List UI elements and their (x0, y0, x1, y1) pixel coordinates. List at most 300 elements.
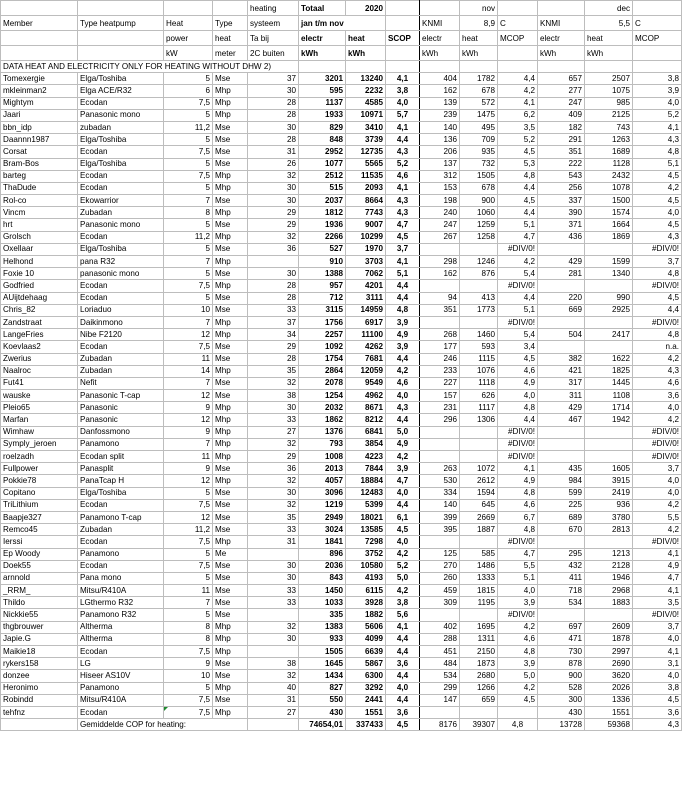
heat-dec-cell[interactable]: 985 (585, 97, 633, 109)
ta-bij-cell[interactable]: 33 (248, 414, 299, 426)
heat-power-cell[interactable]: 5 (164, 609, 213, 621)
mcop-nov-cell[interactable]: #DIV/0! (498, 536, 538, 548)
electr-total-cell[interactable]: 933 (299, 633, 346, 645)
heat-dec-cell[interactable]: 1075 (585, 85, 633, 97)
mcop-nov-cell[interactable]: 3,9 (498, 658, 538, 670)
electr-total-cell[interactable]: 843 (299, 572, 346, 584)
member-cell[interactable]: Mightym (1, 97, 78, 109)
scop-cell[interactable]: 4,5 (386, 231, 420, 243)
cell[interactable] (78, 31, 164, 46)
mcop-dec-cell[interactable]: 4,0 (633, 487, 682, 499)
heat-power-cell[interactable]: 11,2 (164, 231, 213, 243)
electr-total-cell[interactable]: 896 (299, 548, 346, 560)
heat-total-cell[interactable]: 4962 (346, 390, 386, 402)
electr-dec-cell[interactable]: 317 (538, 377, 585, 389)
electr-nov-cell[interactable]: 206 (420, 146, 460, 158)
electr-total-cell[interactable]: 1033 (299, 597, 346, 609)
cell[interactable] (538, 1, 585, 16)
mcop-nov-cell[interactable]: 4,4 (498, 292, 538, 304)
dec-total-electr[interactable]: 13728 (538, 719, 585, 731)
heat-total-cell[interactable]: 7844 (346, 463, 386, 475)
type-heatpump-cell[interactable]: Elga ACE/R32 (78, 85, 164, 97)
electr-nov-cell[interactable]: 534 (420, 670, 460, 682)
heat-nov-header[interactable]: heat (460, 31, 498, 46)
mcop-nov-cell[interactable]: 5,1 (498, 304, 538, 316)
electr-dec-cell[interactable]: 467 (538, 414, 585, 426)
member-cell[interactable]: Bram-Bos (1, 158, 78, 170)
heat-total-cell[interactable]: 2232 (346, 85, 386, 97)
electr-nov-cell[interactable]: 299 (420, 682, 460, 694)
mcop-dec-cell[interactable]: 4,3 (633, 231, 682, 243)
heat-meter-cell[interactable]: Mse (213, 219, 248, 231)
electr-total-cell[interactable]: 1505 (299, 646, 346, 658)
heat-power-cell[interactable]: 8 (164, 633, 213, 645)
ta-bij-cell[interactable]: 30 (248, 560, 299, 572)
mcop-dec-cell[interactable]: 3,8 (633, 682, 682, 694)
member-cell[interactable]: Tomexergie (1, 73, 78, 85)
electr-dec-cell[interactable] (538, 451, 585, 463)
mcop-nov-cell[interactable]: 4,5 (498, 146, 538, 158)
mcop-nov-cell[interactable]: #DIV/0! (498, 609, 538, 621)
heat-nov-cell[interactable]: 876 (460, 268, 498, 280)
heat-total-cell[interactable]: 7743 (346, 207, 386, 219)
electr-dec-cell[interactable]: 432 (538, 560, 585, 572)
heat-dec-cell[interactable]: 1883 (585, 597, 633, 609)
cell[interactable] (1, 31, 78, 46)
type-heatpump-cell[interactable]: Ecodan (78, 560, 164, 572)
scop-cell[interactable]: 4,1 (386, 73, 420, 85)
mcop-dec-cell[interactable]: 4,0 (633, 97, 682, 109)
heat-dec-cell[interactable]: 2417 (585, 329, 633, 341)
heat-power-cell[interactable]: 5 (164, 158, 213, 170)
heat-total-cell[interactable]: 5399 (346, 499, 386, 511)
scop-cell[interactable]: 4,6 (386, 377, 420, 389)
average-cop-label[interactable]: Gemiddelde COP for heating: (78, 719, 248, 731)
member-cell[interactable]: Thildo (1, 597, 78, 609)
kwh-unit[interactable]: kWh (585, 46, 633, 61)
member-cell[interactable]: Marfan (1, 414, 78, 426)
electr-dec-cell[interactable]: 900 (538, 670, 585, 682)
electr-total-cell[interactable]: 910 (299, 256, 346, 268)
heat-dec-cell[interactable]: 1714 (585, 402, 633, 414)
electr-dec-cell[interactable]: 984 (538, 475, 585, 487)
heat-total-cell[interactable]: 9549 (346, 377, 386, 389)
heat-nov-cell[interactable]: 678 (460, 182, 498, 194)
type-heatpump-cell[interactable]: Ecodan split (78, 451, 164, 463)
heat-meter-cell[interactable]: Mse (213, 353, 248, 365)
heat-nov-cell[interactable]: 1117 (460, 402, 498, 414)
heat-dec-cell[interactable]: 936 (585, 499, 633, 511)
ta-bij-cell[interactable]: 31 (248, 694, 299, 706)
heat-meter-cell[interactable]: Mse (213, 609, 248, 621)
cell[interactable] (299, 61, 346, 73)
cell[interactable] (420, 1, 460, 16)
heat-meter-cell[interactable]: Mse (213, 463, 248, 475)
heat-power-cell[interactable]: 7 (164, 438, 213, 450)
heat-meter-cell[interactable]: Mse (213, 560, 248, 572)
heat-dec-cell[interactable]: 1622 (585, 353, 633, 365)
mcop-nov-cell[interactable]: 4,8 (498, 646, 538, 658)
type-heatpump-cell[interactable]: Hiseer AS10V (78, 670, 164, 682)
electr-total-cell[interactable]: 2952 (299, 146, 346, 158)
heat-power-cell[interactable]: 7,5 (164, 536, 213, 548)
ta-bij-cell[interactable]: 29 (248, 451, 299, 463)
heat-nov-cell[interactable] (460, 438, 498, 450)
heat-meter-cell[interactable]: Mse (213, 158, 248, 170)
mcop-dec-cell[interactable]: 4,1 (633, 585, 682, 597)
electr-dec-cell[interactable]: 718 (538, 585, 585, 597)
heat-meter-cell[interactable]: Me (213, 548, 248, 560)
mcop-dec-cell[interactable]: #DIV/0! (633, 451, 682, 463)
electr-nov-cell[interactable]: 239 (420, 109, 460, 121)
heat-nov-cell[interactable]: 2150 (460, 646, 498, 658)
heat-meter-cell[interactable]: Mse (213, 390, 248, 402)
heat-meter-cell[interactable]: Mhp (213, 316, 248, 328)
heat-nov-cell[interactable] (460, 316, 498, 328)
mcop-dec-cell[interactable]: 4,0 (633, 207, 682, 219)
type-heatpump-cell[interactable]: Altherma (78, 621, 164, 633)
heat-power-cell[interactable]: 7,5 (164, 706, 213, 718)
electr-dec-cell[interactable]: 295 (538, 548, 585, 560)
heat-power-cell[interactable]: 7,5 (164, 560, 213, 572)
electr-dec-cell[interactable] (538, 609, 585, 621)
electr-total-cell[interactable]: 335 (299, 609, 346, 621)
electr-dec-cell[interactable]: 300 (538, 694, 585, 706)
heat-dec-cell[interactable]: 1878 (585, 633, 633, 645)
mcop-nov-cell[interactable]: 3,4 (498, 341, 538, 353)
knmi-nov-header[interactable]: KNMI (420, 16, 460, 31)
heat-total-cell[interactable]: 13585 (346, 524, 386, 536)
electr-nov-cell[interactable] (420, 536, 460, 548)
electr-nov-cell[interactable]: 140 (420, 121, 460, 133)
scop-cell[interactable]: 4,2 (386, 365, 420, 377)
heat-dec-cell[interactable] (585, 451, 633, 463)
ta-bij-cell[interactable]: 27 (248, 426, 299, 438)
heat-nov-cell[interactable]: 1266 (460, 682, 498, 694)
scop-cell[interactable]: 4,7 (386, 219, 420, 231)
electr-total-cell[interactable]: 2266 (299, 231, 346, 243)
electr-nov-cell[interactable]: 312 (420, 170, 460, 182)
scop-cell[interactable]: 4,0 (386, 97, 420, 109)
mcop-dec-cell[interactable]: 4,2 (633, 353, 682, 365)
electr-dec-cell[interactable]: 504 (538, 329, 585, 341)
mcop-nov-cell[interactable]: 4,8 (498, 170, 538, 182)
year-header[interactable]: 2020 (346, 1, 386, 16)
cell[interactable] (386, 1, 420, 16)
heat-power-cell[interactable]: 7 (164, 597, 213, 609)
total-scop[interactable]: 4,5 (386, 719, 420, 731)
mcop-nov-cell[interactable]: 4,1 (498, 97, 538, 109)
mcop-dec-cell[interactable]: 4,2 (633, 182, 682, 194)
electr-dec-cell[interactable]: 430 (538, 706, 585, 718)
member-cell[interactable]: Vincm (1, 207, 78, 219)
heat-header[interactable]: Heat (164, 16, 213, 31)
type-heatpump-cell[interactable]: Zubadan (78, 524, 164, 536)
heat-meter-cell[interactable]: Mhp (213, 621, 248, 633)
member-cell[interactable]: Oxellaar (1, 243, 78, 255)
heat-nov-cell[interactable]: 1460 (460, 329, 498, 341)
heat-meter-cell[interactable]: Mhp (213, 633, 248, 645)
heat-nov-cell[interactable]: 585 (460, 548, 498, 560)
scop-cell[interactable]: 4,3 (386, 195, 420, 207)
heat-power-cell[interactable]: 7,5 (164, 280, 213, 292)
heat-meter-cell[interactable]: Mhp (213, 536, 248, 548)
heat-dec-cell[interactable]: 3915 (585, 475, 633, 487)
kwh-unit[interactable]: kWh (538, 46, 585, 61)
scop-cell[interactable]: 4,1 (386, 182, 420, 194)
heat-dec-cell[interactable]: 1551 (585, 706, 633, 718)
heat-nov-cell[interactable]: 1311 (460, 633, 498, 645)
electr-nov-cell[interactable]: 351 (420, 304, 460, 316)
heat-total-cell[interactable]: 10299 (346, 231, 386, 243)
cell[interactable] (386, 61, 420, 73)
electr-dec-header[interactable]: electr (538, 31, 585, 46)
heat-nov-cell[interactable]: 1060 (460, 207, 498, 219)
heat-nov-cell[interactable]: 2680 (460, 670, 498, 682)
type-heatpump-cell[interactable]: Danfossmono (78, 426, 164, 438)
heat-dec-cell[interactable]: 1605 (585, 463, 633, 475)
electr-dec-cell[interactable]: 436 (538, 231, 585, 243)
mcop-dec-cell[interactable]: #DIV/0! (633, 536, 682, 548)
ta-bij-cell[interactable]: 32 (248, 231, 299, 243)
mcop-nov-cell[interactable]: 4,5 (498, 353, 538, 365)
mcop-dec-cell[interactable]: 4,5 (633, 219, 682, 231)
mcop-nov-cell[interactable]: 4,6 (498, 365, 538, 377)
electr-dec-cell[interactable]: 689 (538, 511, 585, 523)
kwh-unit[interactable]: kWh (460, 46, 498, 61)
mcop-nov-cell[interactable]: 3,9 (498, 597, 538, 609)
ta-bij-cell[interactable]: 30 (248, 402, 299, 414)
heat-meter-cell[interactable]: Mse (213, 121, 248, 133)
ta-bij-cell[interactable]: 34 (248, 329, 299, 341)
heat-power-cell[interactable]: 5 (164, 292, 213, 304)
electr-dec-cell[interactable]: 471 (538, 633, 585, 645)
heat-nov-cell[interactable]: 645 (460, 499, 498, 511)
heat-power-cell[interactable]: 14 (164, 365, 213, 377)
ta-bij-cell[interactable]: 30 (248, 121, 299, 133)
electr-nov-cell[interactable]: 240 (420, 207, 460, 219)
heat-power-cell[interactable]: 5 (164, 682, 213, 694)
mcop-nov-cell[interactable]: 4,4 (498, 207, 538, 219)
cell[interactable] (633, 46, 682, 61)
heat-meter-cell[interactable]: Mse (213, 658, 248, 670)
heat-dec-cell[interactable]: 2419 (585, 487, 633, 499)
heat-dec-cell[interactable] (585, 341, 633, 353)
mcop-dec-cell[interactable]: 3,7 (633, 463, 682, 475)
heat-dec-cell[interactable]: 1445 (585, 377, 633, 389)
heat-nov-cell[interactable]: 1115 (460, 353, 498, 365)
scop-cell[interactable]: 4,4 (386, 499, 420, 511)
ta-bij-cell[interactable]: 31 (248, 536, 299, 548)
electr-nov-cell[interactable] (420, 280, 460, 292)
member-cell[interactable]: Nickkie55 (1, 609, 78, 621)
scop-header[interactable]: SCOP (386, 31, 420, 46)
member-cell[interactable]: donzee (1, 670, 78, 682)
ta-bij-cell[interactable]: 29 (248, 219, 299, 231)
electr-nov-cell[interactable]: 459 (420, 585, 460, 597)
heat-total-cell[interactable]: 6115 (346, 585, 386, 597)
member-cell[interactable]: Helhond (1, 256, 78, 268)
mcop-dec-cell[interactable]: #DIV/0! (633, 438, 682, 450)
heat-dec-cell[interactable]: 1869 (585, 231, 633, 243)
mcop-nov-cell[interactable]: 5,5 (498, 560, 538, 572)
mcop-dec-header[interactable]: MCOP (633, 31, 682, 46)
heat-power-cell[interactable]: 7,5 (164, 170, 213, 182)
heat-meter-cell[interactable]: Mhp (213, 706, 248, 718)
electr-dec-cell[interactable]: 669 (538, 304, 585, 316)
heat-meter-cell[interactable]: Mhp (213, 438, 248, 450)
member-cell[interactable]: Corsat (1, 146, 78, 158)
type-header[interactable]: Type (213, 16, 248, 31)
type-heatpump-cell[interactable]: Ecodan (78, 97, 164, 109)
mcop-nov-cell[interactable]: 4,0 (498, 585, 538, 597)
type-heatpump-cell[interactable]: Daikinmono (78, 316, 164, 328)
ta-bij-cell[interactable]: 30 (248, 195, 299, 207)
mcop-nov-cell[interactable]: 6,7 (498, 511, 538, 523)
kwh-unit[interactable]: kWh (420, 46, 460, 61)
scop-cell[interactable]: 4,0 (386, 536, 420, 548)
electr-nov-cell[interactable]: 402 (420, 621, 460, 633)
heat-nov-cell[interactable]: 1887 (460, 524, 498, 536)
electr-total-cell[interactable]: 1936 (299, 219, 346, 231)
heat-meter-cell[interactable]: Mse (213, 304, 248, 316)
electr-nov-cell[interactable]: 139 (420, 97, 460, 109)
electr-dec-cell[interactable]: 311 (538, 390, 585, 402)
ta-bij-cell[interactable]: 38 (248, 390, 299, 402)
heat-nov-cell[interactable]: 2669 (460, 511, 498, 523)
heat-power-cell[interactable]: 8 (164, 621, 213, 633)
electr-nov-cell[interactable]: 263 (420, 463, 460, 475)
electr-total-cell[interactable]: 1383 (299, 621, 346, 633)
heat-total-cell[interactable]: 10580 (346, 560, 386, 572)
mcop-dec-cell[interactable]: 4,2 (633, 414, 682, 426)
type-heatpump-cell[interactable]: Ecodan (78, 706, 164, 718)
mcop-nov-cell[interactable]: 4,5 (498, 694, 538, 706)
type-heatpump-cell[interactable]: Panasonic (78, 402, 164, 414)
heat-total-cell[interactable]: 4585 (346, 97, 386, 109)
scop-cell[interactable]: 4,1 (386, 121, 420, 133)
heat-power-cell[interactable]: 5 (164, 182, 213, 194)
scop-cell[interactable]: 4,9 (386, 329, 420, 341)
heat-power-cell[interactable]: 5 (164, 73, 213, 85)
electr-total-cell[interactable]: 4057 (299, 475, 346, 487)
member-cell[interactable]: Copitano (1, 487, 78, 499)
electr-dec-cell[interactable] (538, 316, 585, 328)
scop-cell[interactable]: 4,4 (386, 694, 420, 706)
mcop-dec-cell[interactable]: 4,8 (633, 146, 682, 158)
mcop-dec-cell[interactable]: 3,5 (633, 597, 682, 609)
electr-dec-cell[interactable]: 371 (538, 219, 585, 231)
heat-nov-cell[interactable]: 1258 (460, 231, 498, 243)
type-heatpump-cell[interactable]: Ecodan (78, 499, 164, 511)
heat-nov-cell[interactable]: 593 (460, 341, 498, 353)
mcop-dec-cell[interactable]: 4,5 (633, 694, 682, 706)
heat-nov-cell[interactable]: 1195 (460, 597, 498, 609)
mcop-nov-cell[interactable]: 5,4 (498, 329, 538, 341)
electr-nov-cell[interactable]: 198 (420, 195, 460, 207)
heat-nov-cell[interactable]: 1072 (460, 463, 498, 475)
member-cell[interactable]: LangeFries (1, 329, 78, 341)
dec-avg-mcop[interactable]: 4,3 (633, 719, 682, 731)
ta-bij-cell[interactable]: 35 (248, 365, 299, 377)
member-cell[interactable]: Fut41 (1, 377, 78, 389)
heat-power-cell[interactable]: 5 (164, 572, 213, 584)
member-cell[interactable]: Pokkie78 (1, 475, 78, 487)
mcop-nov-cell[interactable]: 4,7 (498, 231, 538, 243)
scop-cell[interactable]: 4,2 (386, 451, 420, 463)
heat-dec-cell[interactable] (585, 609, 633, 621)
type-heatpump-cell[interactable]: Panamono (78, 438, 164, 450)
ta-bij-cell[interactable]: 33 (248, 597, 299, 609)
mcop-nov-cell[interactable]: #DIV/0! (498, 316, 538, 328)
electr-total-cell[interactable]: 2949 (299, 511, 346, 523)
electr-total-cell[interactable]: 1092 (299, 341, 346, 353)
electr-nov-cell[interactable] (420, 243, 460, 255)
heat-meter-cell[interactable]: Mse (213, 499, 248, 511)
type-heatpump-cell[interactable]: Elga/Toshiba (78, 487, 164, 499)
section-title[interactable]: DATA HEAT AND ELECTRICITY ONLY FOR HEATING WITHOUT DHW 2) (1, 61, 299, 73)
heat-meter-cell[interactable]: Mse (213, 511, 248, 523)
member-cell[interactable]: mkleinman2 (1, 85, 78, 97)
ta-bij-cell[interactable]: 30 (248, 633, 299, 645)
mcop-nov-cell[interactable]: 4,9 (498, 377, 538, 389)
heat-nov-cell[interactable]: 1076 (460, 365, 498, 377)
member-cell[interactable]: TriLithium (1, 499, 78, 511)
mcop-dec-cell[interactable]: 3,7 (633, 256, 682, 268)
type-heatpump-cell[interactable]: Ecodan (78, 280, 164, 292)
type-heatpump-cell[interactable]: Altherma (78, 633, 164, 645)
member-cell[interactable]: Zandstraat (1, 316, 78, 328)
mcop-nov-cell[interactable]: 5,3 (498, 158, 538, 170)
electr-total-cell[interactable]: 957 (299, 280, 346, 292)
heat-total-cell[interactable]: 3928 (346, 597, 386, 609)
electr-nov-cell[interactable]: 288 (420, 633, 460, 645)
knmi-dec-temp[interactable]: 5,5 (585, 16, 633, 31)
member-cell[interactable]: rykers158 (1, 658, 78, 670)
electr-dec-cell[interactable]: 730 (538, 646, 585, 658)
type-heatpump-cell[interactable]: Elga/Toshiba (78, 243, 164, 255)
heat-meter-cell[interactable]: Mhp (213, 170, 248, 182)
type-heatpump-cell[interactable]: Ecodan (78, 170, 164, 182)
mcop-nov-cell[interactable]: #DIV/0! (498, 426, 538, 438)
heat-meter-cell[interactable]: Mse (213, 694, 248, 706)
heat-nov-cell[interactable]: 900 (460, 195, 498, 207)
electr-dec-cell[interactable] (538, 341, 585, 353)
electr-dec-cell[interactable]: 534 (538, 597, 585, 609)
heat-meter-cell[interactable]: Mse (213, 487, 248, 499)
member-cell[interactable]: thgbrouwer (1, 621, 78, 633)
heat-total-cell[interactable]: 7681 (346, 353, 386, 365)
ta-bij-cell[interactable]: 30 (248, 572, 299, 584)
mcop-nov-cell[interactable]: #DIV/0! (498, 243, 538, 255)
scop-cell[interactable]: 4,6 (386, 170, 420, 182)
member-cell[interactable]: Doek55 (1, 560, 78, 572)
electr-nov-cell[interactable] (420, 609, 460, 621)
mcop-dec-cell[interactable]: #DIV/0! (633, 426, 682, 438)
electr-dec-cell[interactable]: 281 (538, 268, 585, 280)
electr-total-cell[interactable]: 2036 (299, 560, 346, 572)
heat-dec-cell[interactable]: 2609 (585, 621, 633, 633)
mcop-dec-cell[interactable]: 4,6 (633, 377, 682, 389)
heat-dec-cell[interactable]: 2968 (585, 585, 633, 597)
type-heatpump-cell[interactable]: Panasplit (78, 463, 164, 475)
heat-meter-cell[interactable]: Mhp (213, 182, 248, 194)
heat-power-cell[interactable]: 9 (164, 402, 213, 414)
mcop-dec-cell[interactable]: 4,5 (633, 195, 682, 207)
heat-total-cell[interactable]: 1551 (346, 706, 386, 718)
heat-total-cell[interactable]: 4099 (346, 633, 386, 645)
electr-dec-cell[interactable]: 382 (538, 353, 585, 365)
